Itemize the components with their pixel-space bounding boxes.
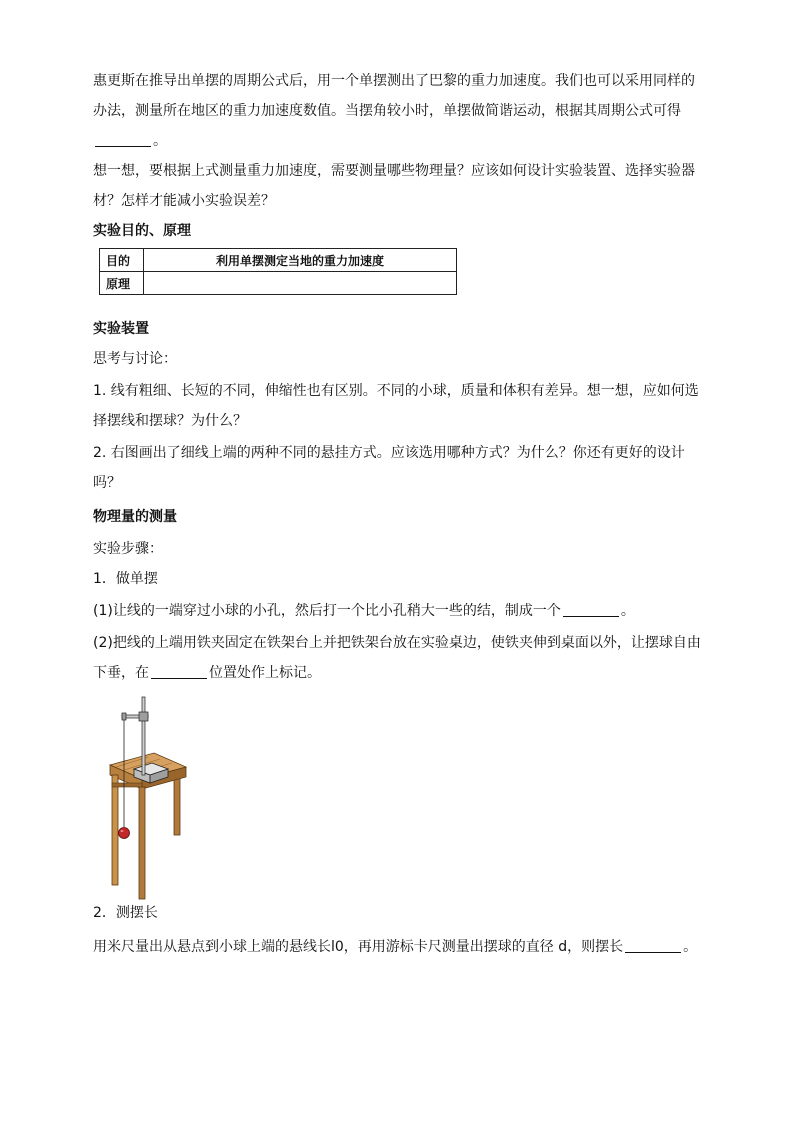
step-1-b-line-2 — [93, 658, 705, 688]
table-value[interactable] — [144, 272, 457, 295]
table-value: 利用单摆测定当地的重力加速度 — [144, 249, 457, 272]
intro-line-3 — [93, 126, 705, 156]
table-key: 目的 — [100, 249, 144, 272]
section-title-apparatus: 实验装置 — [93, 321, 149, 337]
question-2-line-1: 2. 右图画出了细线上端的两种不同的悬挂方式。应该选用哪种方式？为什么？你还有更好的设计 — [93, 445, 685, 461]
step-2-title: 2．测摆长 — [93, 905, 158, 921]
answer-blank[interactable] — [563, 602, 619, 617]
step-1-title: 1．做单摆 — [93, 571, 158, 587]
step-1-a-prefix: (1)让线的一端穿过小球的小孔，然后打一个比小孔稍大一些的结，制成一个 — [93, 603, 561, 619]
answer-blank[interactable] — [625, 938, 681, 953]
section-title-purpose: 实验目的、原理 — [93, 223, 191, 239]
step-1-b-prefix: 下垂，在 — [93, 665, 149, 681]
answer-blank[interactable] — [95, 132, 151, 147]
purpose-table — [99, 248, 457, 295]
intro-line-5: 材？怎样才能减小实验误差？ — [93, 193, 275, 209]
table-key: 原理 — [100, 272, 144, 295]
intro-line-2: 办法，测量所在地区的重力加速度数值。当摆角较小时，单摆做简谐运动，根据其周期公式可得 — [93, 103, 681, 119]
question-2-line-2: 吗？ — [93, 475, 121, 491]
step-1-a — [93, 596, 705, 626]
step-2-suffix: 。 — [683, 939, 698, 955]
section-title-measurement: 物理量的测量 — [93, 509, 177, 525]
intro-line-4: 想一想，要根据上式测量重力加速度，需要测量哪些物理量？应该如何设计实验装置、选择实验器 — [93, 163, 695, 179]
intro-line-1: 惠更斯在推导出单摆的周期公式后，用一个单摆测出了巴黎的重力加速度。我们也可以采用同样的 — [93, 73, 695, 89]
steps-label: 实验步骤： — [93, 541, 163, 557]
step-1-b-line-1: (2)把线的上端用铁夹固定在铁架台上并把铁架台放在实验桌边，使铁夹伸到桌面以外，让摆球自由 — [93, 635, 701, 651]
step-2-text — [93, 932, 705, 962]
step-1-b-suffix: 位置处作上标记。 — [209, 665, 321, 681]
answer-blank[interactable] — [151, 664, 207, 679]
question-1-line-2: 择摆线和摆球？为什么？ — [93, 413, 247, 429]
pendulum-apparatus-icon — [108, 695, 188, 905]
table-row — [100, 249, 457, 272]
table-row — [100, 272, 457, 295]
intro-line-3-suffix: 。 — [153, 133, 167, 149]
discussion-label: 思考与讨论： — [93, 351, 177, 367]
question-1-line-1: 1. 线有粗细、长短的不同，伸缩性也有区别。不同的小球，质量和体积有差异。想一想，应如何选 — [93, 383, 699, 399]
step-2-prefix: 用米尺量出从悬点到小球上端的悬线长l0，再用游标卡尺测量出摆球的直径 d，则摆长 — [93, 939, 624, 955]
step-1-a-suffix: 。 — [620, 603, 635, 619]
